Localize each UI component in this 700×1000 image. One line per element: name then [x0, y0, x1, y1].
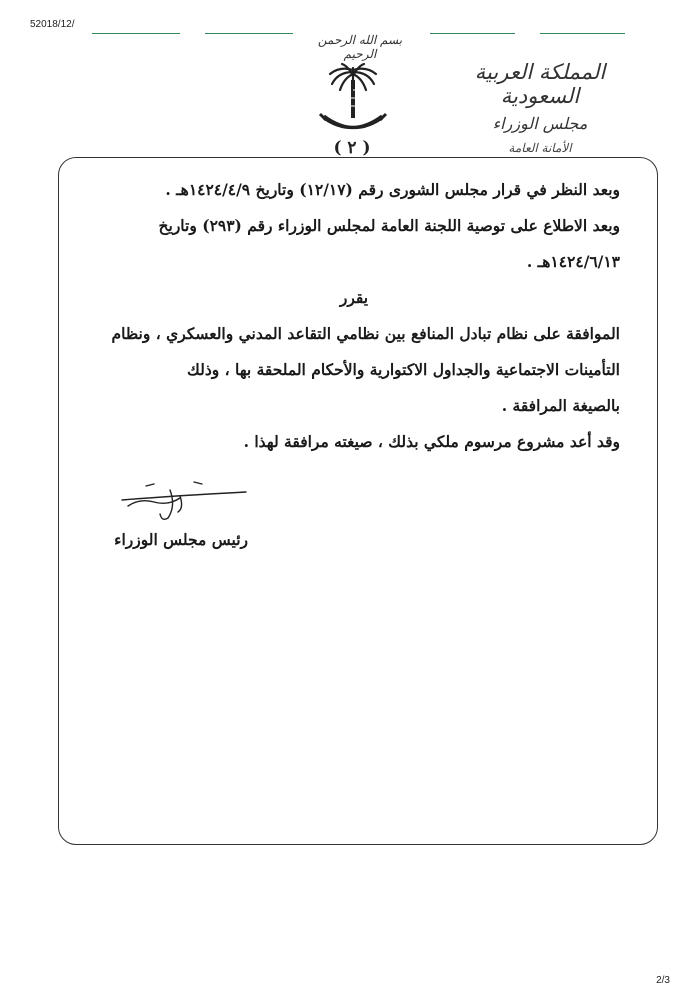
decision-heading: يقرر — [339, 288, 369, 307]
header-rule — [92, 33, 180, 34]
header-rule — [205, 33, 293, 34]
handwritten-signature-icon — [110, 478, 260, 528]
council-name: مجلس الوزراء — [492, 114, 588, 133]
page-count: 2/3 — [656, 975, 670, 986]
signer-title: رئيس مجلس الوزراء — [114, 530, 248, 549]
header-rule — [430, 33, 515, 34]
header-rule — [540, 33, 625, 34]
org-name: المملكة العربية السعودية — [474, 60, 606, 108]
paragraph-line: وبعد النظر في قرار مجلس الشورى رقم (١٢/١٧) وتاريخ ١٤٢٤/٤/٩هـ . — [165, 180, 620, 199]
letterhead — [440, 60, 640, 155]
page-number: ( ٢ ) — [333, 138, 371, 158]
secretariat-name: الأمانة العامة — [508, 141, 572, 155]
bismillah: بسم الله الرحمن الرحيم — [317, 33, 403, 61]
paragraph-line: وقد أعد مشروع مرسوم ملكي بذلك ، صيغته مرافقة لهذا . — [243, 432, 620, 451]
palm-and-swords-emblem-icon — [318, 62, 388, 140]
decision-body — [88, 172, 620, 460]
paragraph-line: الموافقة على نظام تبادل المنافع بين نظامي التقاعد المدني والعسكري ، ونظام — [111, 324, 620, 343]
paragraph-line: ١٤٢٤/٦/١٣هـ . — [526, 252, 620, 271]
paragraph-line: وبعد الاطلاع على توصية اللجنة العامة لمجلس الوزراء رقم (٢٩٣) وتاريخ — [158, 216, 620, 235]
paragraph-line: التأمينات الاجتماعية والجداول الاكتوارية والأحكام الملحقة بها ، وذلك — [187, 360, 620, 379]
paragraph-line: بالصيغة المرافقة . — [501, 396, 620, 415]
page-stamp: 52018/12/ — [30, 19, 75, 30]
